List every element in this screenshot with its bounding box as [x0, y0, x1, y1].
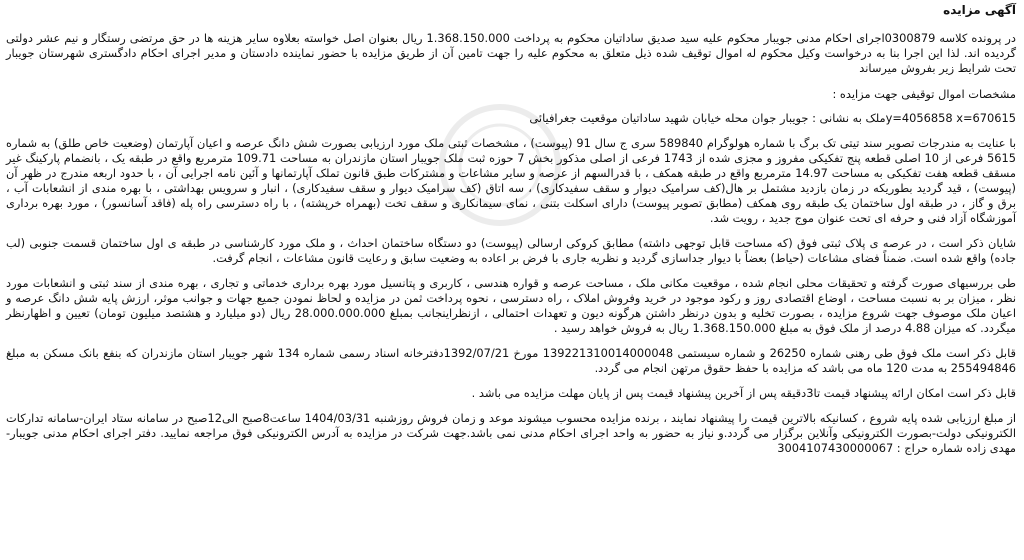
property-location: y=4056858 x=670615ملک به نشانی : جویبار جوان محله خیابان شهید ساداتیان موقعیت جغرافیائی	[529, 111, 1016, 125]
property-description: با عنایت به مندرجات تصویر سند تیتی تک برگ با شماره هولوگرام 589840 سری ج سال 91 (پیوست) ، مشخصات ثبتی ملک مورد ارزیابی بصورت شش دانگ عرصه و اعیان آپارتمان (وضعیت خاص طلق) به شماره 5615 فرعی از 10 اصلی قطعه پنج تفکیکی مفروز و مجزی شده از 1743 فرعی از اصلی مذکور بخش 7 حوزه ثبت ملک جویبار استان مازندران به مساحت 109.71 مترمربع واقع در طبقه یک ، بانضمام پارکینگ غیر مسقف قطعه هفت تفکیکی به مساحت 14.97 مترمربع واقع در طبقه همکف ، با قدرالسهم از عرصه و سایر مشاعات و مشترکات طبق قانون تملک آپارتمانها و آئین نامه اجرایی آن ، با حدود اربعه مندرج در ظهر آن (پیوست) ، قید گردید بطوریکه در زمان بازدید مشتمل بر هال(کف سرامیک دیوار و سقف سفیدکاری) ، سه اتاق (کف سرامیک دیوار و سقف سفیدکاری) ، انبار و سرویس بهداشتی ، با بهره مندی از انشعابات آب ، برق و گاز ، در طبقه اول ساختمان یک طبقه روی همکف (مطابق تصویر پیوست) دارای اسکلت بتنی ، نمای سیمانکاری و سقف تخت (بهمراه خرپشته) ، با راه دسترسی راه پله (فاقد آسانسور) ، مورد بهره برداری آموزشگاه آزاد فنی و حرفه ای تحت عنوان موج جدید ، رویت شد.	[6, 136, 1016, 225]
mortgage-paragraph: قابل ذکر است ملک فوق طی رهنی شماره 26250 و شماره سیستمی 139221310014000048 مورخ 1392/07/21دفترخانه اسناد رسمی شماره 134 شهر جویبار استان مازندران که بنفع بانک مسکن به مبلغ 255494846 به مدت 120 ماه می باشد که مزایده با حفظ حقوق مرتهن انجام می گردد.	[6, 346, 1016, 375]
area-note-paragraph: شایان ذکر است ، در عرصه ی پلاک ثبتی فوق (که مساحت قابل توجهی داشته) مطابق کروکی ارسالی (پیوست) دو دستگاه ساختمان احداث ، و ملک مورد کارشناسی در طبقه ی اول ساختمان قسمت جنوبی (لب جاده) واقع شده است. ضمناً فضای مشاعات (حیاط) بعضاً با دیوار جداسازی گردید و نظریه جاری با فرض بر اعاده به وضعیت سابق و رعایت قانون مشاعات ، انجام گرفت.	[6, 236, 1016, 265]
auction-terms-paragraph: از مبلغ ارزیابی شده پایه شروع ، کسانیکه بالاترین قیمت را پیشنهاد نمایند ، برنده مزایده محسوب میشوند موعد و زمان فروش روزشنبه 1404/03/31 ساعت8صبح الی12صبح در سامانه ستاد ایران-سامانه تدارکات الکترونیکی دولت-بصورت الکترونیکی وآنلاین برگزار می گردد.و نیاز به حضور به واحد اجرای احکام مدنی نمی باشد.جهت شرکت در مزایده به آدرس الکترونیکی فوق مراجعه نمایید. دفتر اجرای احکام مدنی جویبار- مهدی زاده شماره حراج : 3004107430000067	[6, 411, 1016, 455]
intro-paragraph: در پرونده کلاسه 0300879اجرای احکام مدنی جویبار محکوم علیه سید صدیق ساداتیان محکوم به پرداخت 1.368.150.000 ریال بعنوان اصل خواسته بعلاوه سایر هزینه ها در حق مرتضی رستگار و نیم عشر دولتی گردیده اند. لذا این اجرا بنا به درخواست وکیل محکوم له اموال توقیف شده ذیل متعلق به محکوم علیه را جهت تامین آن از طریق مزایده با حضور نماینده دادستان و مدیر اجرای احکام دادگستری شهرستان جویبار تحت شرایط زیر بفروش میرساند	[6, 31, 1016, 75]
property-heading: مشخصات اموال توقیفی جهت مزایده :	[832, 87, 1016, 101]
bid-notice-paragraph: قابل ذکر است امکان ارائه پیشنهاد قیمت تا3دقیقه پس از آخرین پیشنهاد قیمت پس از پایان مهلت مزایده می باشد .	[471, 386, 1016, 400]
notice-title: آگهی مزایده	[943, 3, 1016, 17]
valuation-paragraph: طی بررسیهای صورت گرفته و تحقیقات محلی انجام شده ، موقعیت مکانی ملک ، مساحت عرصه و قواره هندسی ، کاربری و پتانسیل مورد بهره برداری خدماتی و تجاری ، بهره مندی از سند ثبتی و انشعابات مورد نظر ، میزان بر به نسبت مساحت ، اوضاع اقتصادی روز و رکود موجود در خرید وفروش املاک ، راه دسترسی ، نحوه پرداخت ثمن در مزایده و لحاظ نمودن جمیع جهات و جوانب موثر، ارزش پایه شش دانگ عرصه و اعیان ملک موصوف جهت شروع مزایده ، بصورت تخلیه و بدون درنظر داشتن هرگونه دیون و تعهدات احتمالی ، ازنظراینجانب بمبلغ 28.000.000.000 ریال (دو میلیارد و هشتصد میلیون تومان) تعیین و اظهارنظر میگردد. که میزان 4.88 درصد از ملک فوق به مبلغ 1.368.150.000 ریال به فروش خواهد رسید .	[6, 276, 1016, 335]
